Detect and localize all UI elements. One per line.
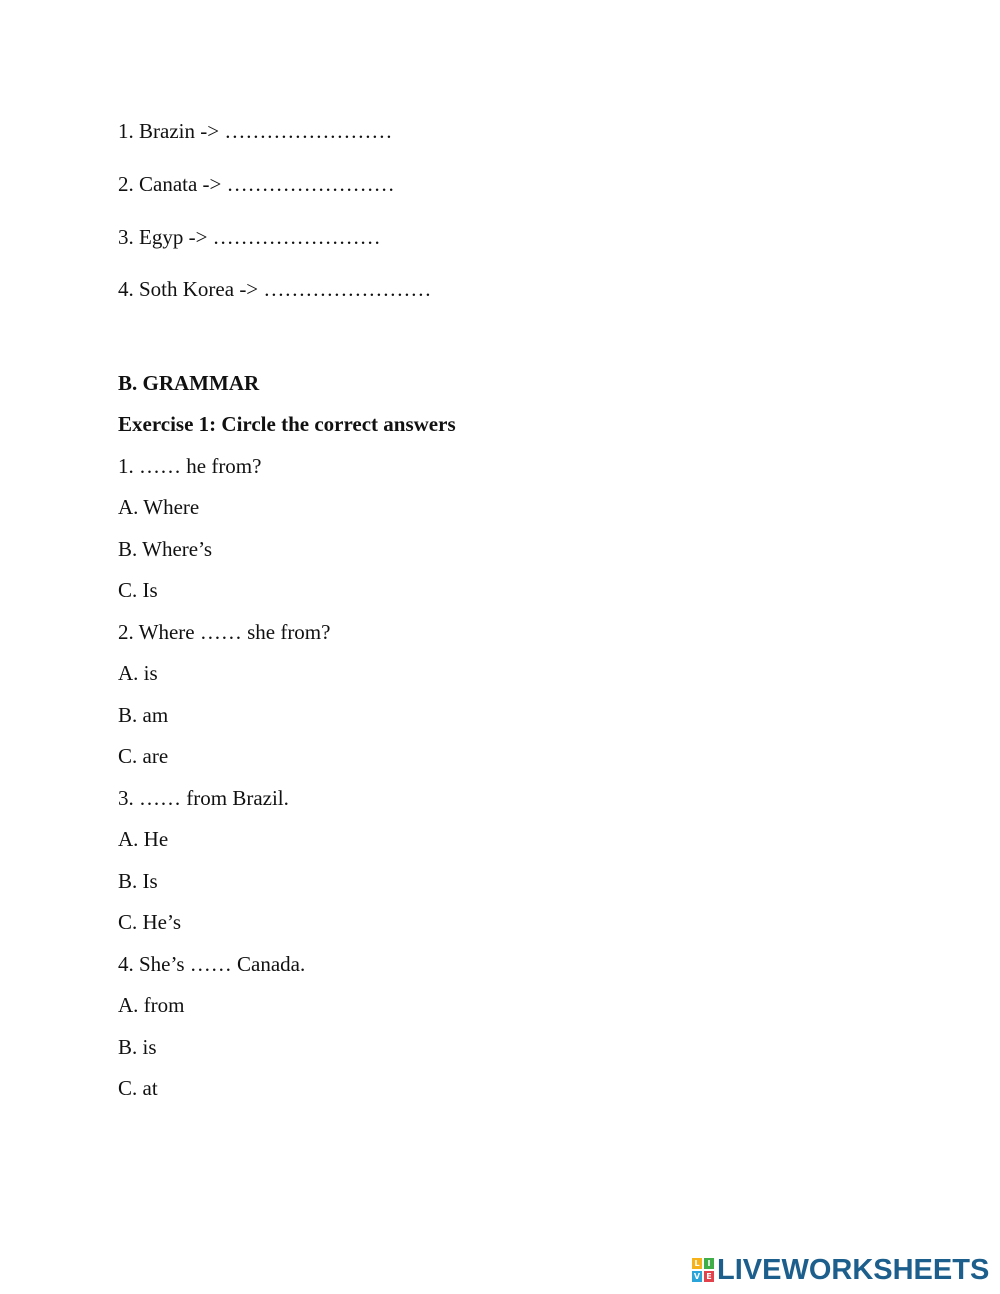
vocab-item-4: 4. Soth Korea -> …………………… — [118, 277, 432, 301]
question-4-option-b[interactable]: B. is — [118, 1035, 157, 1059]
question-4-option-a[interactable]: A. from — [118, 993, 185, 1017]
question-1: 1. …… he from? — [118, 454, 262, 478]
question-4: 4. She’s …… Canada. — [118, 952, 306, 976]
question-4-option-c[interactable]: C. at — [118, 1076, 158, 1100]
question-1-option-a[interactable]: A. Where — [118, 495, 200, 519]
question-3-option-b[interactable]: B. Is — [118, 869, 158, 893]
question-2-option-a[interactable]: A. is — [118, 661, 158, 685]
question-3: 3. …… from Brazil. — [118, 786, 289, 810]
liveworksheets-logo-icon — [692, 1258, 714, 1282]
vocab-item-3: 3. Egyp -> …………………… — [118, 225, 381, 249]
logo-mark-letter: I — [704, 1258, 714, 1269]
question-3-option-a[interactable]: A. He — [118, 827, 169, 851]
vocab-item-2: 2. Canata -> …………………… — [118, 172, 395, 196]
vocab-item-1: 1. Brazin -> …………………… — [118, 119, 393, 143]
question-3-option-c[interactable]: C. He’s — [118, 910, 181, 934]
logo-mark-letter: V — [693, 1272, 701, 1281]
section-heading: B. GRAMMAR — [118, 371, 260, 395]
question-1-option-b[interactable]: B. Where’s — [118, 537, 213, 561]
liveworksheets-logo — [692, 1254, 989, 1286]
exercise-title: Exercise 1: Circle the correct answers — [118, 412, 456, 436]
logo-text: LIVEWORKSHEETS — [717, 1254, 990, 1286]
question-1-option-c[interactable]: C. Is — [118, 578, 158, 602]
question-2-option-c[interactable]: C. are — [118, 744, 169, 768]
logo-mark-letter: E — [704, 1271, 714, 1282]
question-2: 2. Where …… she from? — [118, 620, 331, 644]
logo-mark-letter: L — [692, 1258, 702, 1269]
question-2-option-b[interactable]: B. am — [118, 703, 169, 727]
